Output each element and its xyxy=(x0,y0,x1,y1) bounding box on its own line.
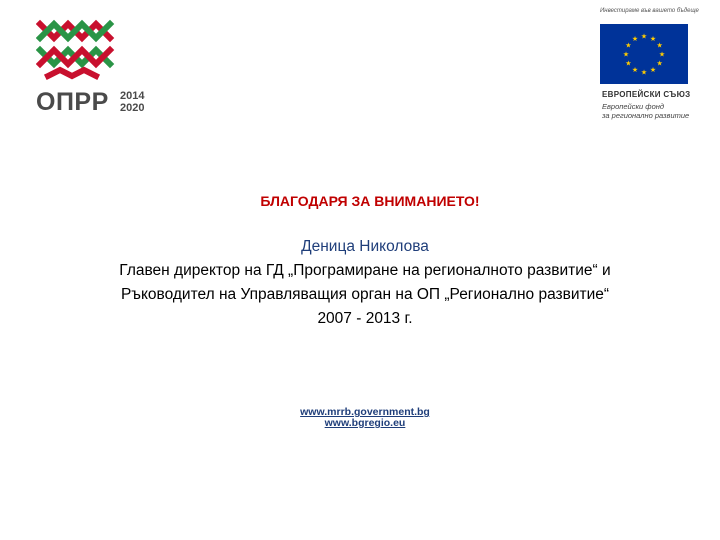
eu-fund-line-2: за регионално развитие xyxy=(602,111,690,120)
speaker-info xyxy=(40,235,690,331)
opr-logo-name: ОПРР xyxy=(36,88,109,116)
mrrb-link[interactable]: www.mrrb.government.bg xyxy=(300,406,430,418)
bgregio-link[interactable]: www.bgregio.eu xyxy=(324,417,406,429)
eu-star-icon: ★ xyxy=(631,67,639,75)
opr-year-end: 2020 xyxy=(120,102,145,114)
speaker-name: Деница Николова xyxy=(301,238,429,255)
speaker-title-line-1: Главен директор на ГД „Програмиране на регионалното развитие“ и xyxy=(119,262,611,279)
speaker-period: 2007 - 2013 г. xyxy=(317,310,413,327)
eu-investment-caption: Инвестираме във вашето бъдеще xyxy=(600,8,699,14)
eu-star-icon: ★ xyxy=(656,60,663,68)
eu-logo xyxy=(598,8,698,128)
eu-star-icon: ★ xyxy=(656,42,663,50)
eu-star-icon: ★ xyxy=(625,42,632,50)
eu-star-icon: ★ xyxy=(631,35,639,43)
opr-year-start: 2014 xyxy=(120,90,145,102)
opr-emblem-icon xyxy=(36,14,118,84)
eu-star-icon: ★ xyxy=(658,51,666,59)
speaker-title-line-2: Ръководител на Управляващия орган на ОП „Регионално развитие“ xyxy=(120,286,610,303)
eu-flag-icon xyxy=(600,24,688,84)
thanks-heading: БЛАГОДАРЯ ЗА ВНИМАНИЕТО! xyxy=(260,193,480,209)
eu-star-icon: ★ xyxy=(640,69,648,77)
eu-union-label: ЕВРОПЕЙСКИ СЪЮЗ xyxy=(602,90,691,99)
eu-star-icon: ★ xyxy=(625,60,632,68)
eu-star-icon: ★ xyxy=(622,51,630,59)
opr-logo-years xyxy=(120,90,144,114)
eu-fund-line-1: Европейски фонд xyxy=(602,102,665,111)
eu-star-icon: ★ xyxy=(649,67,657,75)
eu-star-icon: ★ xyxy=(640,33,648,41)
eu-star-icon: ★ xyxy=(649,35,657,43)
eu-fund-label xyxy=(602,102,689,120)
opr-logo xyxy=(28,14,145,116)
links-block xyxy=(240,407,490,429)
